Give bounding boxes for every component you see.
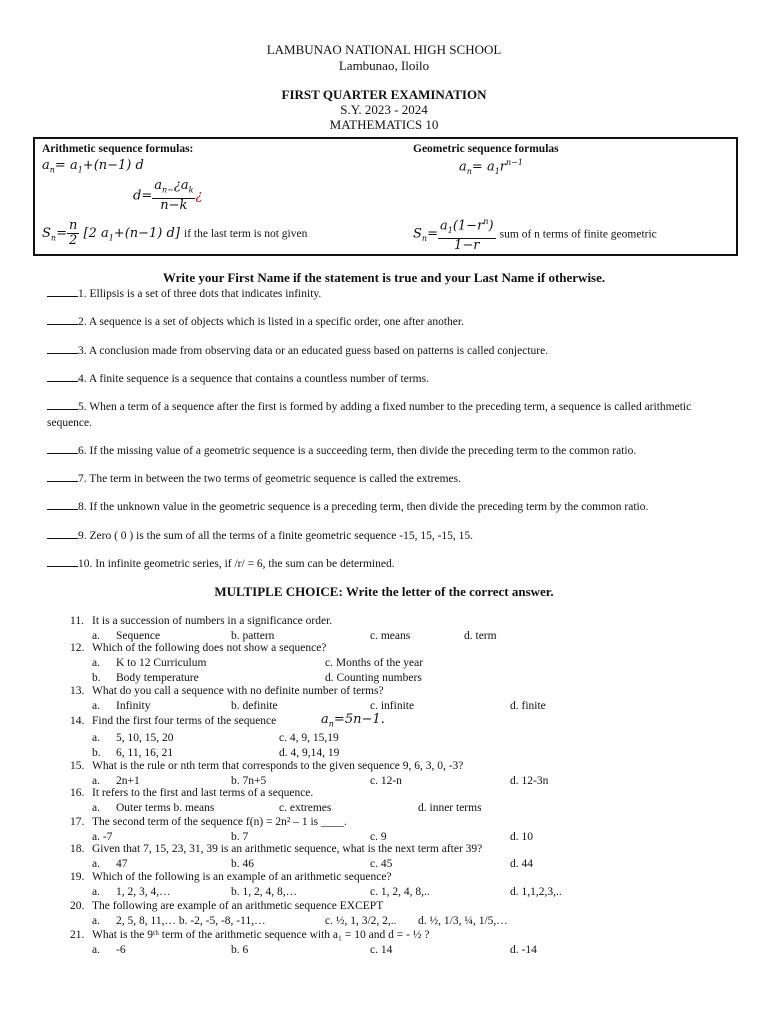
tf-item: [47, 556, 727, 572]
answer-option: d. -14: [510, 944, 537, 956]
answer-blank[interactable]: [47, 499, 78, 510]
question-number: 19.: [70, 871, 85, 883]
answer-option: b. 46: [231, 858, 254, 870]
answer-option: d. 4, 9,14, 19: [279, 747, 340, 759]
question-text: Given that 7, 15, 23, 31, 39 is an arithmetic sequence, what is the next term after 39?: [92, 843, 483, 855]
answer-option: a.: [92, 886, 100, 898]
answer-option: K to 12 Curriculum: [116, 657, 207, 669]
answer-option: b. 7n+5: [231, 775, 267, 787]
answer-option: a.: [92, 944, 100, 956]
formula-box: [33, 137, 738, 256]
question-text: The following are example of an arithmetic sequence EXCEPT: [92, 900, 384, 912]
answer-option: c. means: [370, 630, 411, 642]
tf-item-text: 4. A finite sequence is a sequence that contains a countless number of terms.: [78, 373, 429, 385]
geo-nth-term-formula: $a_n= a_1r^{n-1}$: [459, 158, 523, 176]
answer-option: Outer terms b. means: [116, 802, 215, 814]
answer-blank[interactable]: [47, 371, 78, 382]
question-number: 13.: [70, 685, 85, 697]
answer-option: d. ½, 1/3, ¼, 1/5,…: [418, 915, 508, 927]
answer-option: a.: [92, 802, 100, 814]
question-text: It is a succession of numbers in a significance order.: [92, 615, 333, 627]
answer-blank[interactable]: [47, 528, 78, 539]
answer-option: c. 12-n: [370, 775, 402, 787]
mc-instruction-text: : Write the letter of the correct answer.: [338, 584, 554, 599]
question-text: Find the first four terms of the sequence: [92, 715, 277, 727]
answer-option: d. 44: [510, 858, 533, 870]
geo-formula-title: Geometric sequence formulas: [413, 143, 559, 155]
tf-instruction: Write your First Name if the statement is true and your Last Name if otherwise.: [162, 270, 606, 285]
tf-item-text: 3. A conclusion made from observing data or an educated guess based on patterns is called conjecture.: [78, 345, 549, 357]
answer-option: b.: [92, 672, 101, 684]
answer-option: b. 1, 2, 4, 8,…: [231, 886, 298, 898]
answer-option: 1, 2, 3, 4,…: [116, 886, 171, 898]
answer-option: 5, 10, 15, 20: [116, 732, 174, 744]
tf-item-text: 9. Zero ( 0 ) is the sum of all the terms of a finite geometric sequence -15, 15, -15, 15.: [78, 530, 474, 542]
answer-option: c. 4, 9, 15,19: [279, 732, 339, 744]
answer-blank[interactable]: [47, 471, 78, 482]
subject: MATHEMATICS 10: [329, 117, 439, 132]
answer-option: d. inner terms: [418, 802, 482, 814]
arith-nth-term-formula: $a_n= a_1+(n-1)$ d: [42, 158, 144, 175]
answer-option: 47: [116, 858, 128, 870]
tf-item: [47, 443, 727, 459]
tf-item: [47, 499, 727, 515]
question-text: Which of the following is an example of an arithmetic sequence?: [92, 871, 392, 883]
question-text: The second term of the sequence f(n) = 2n² – 1 is ____.: [92, 816, 347, 828]
tf-item-text: 10. In infinite geometric series, if /r/ = 6, the sum can be determined.: [78, 558, 395, 570]
answer-option: 6, 11, 16, 21: [116, 747, 174, 759]
tf-item: [47, 399, 727, 431]
question-text: What is the 9ᵗʰ term of the arithmetic sequence with a₁ = 10 and d = - ½ ?: [92, 929, 430, 941]
answer-option: a.: [92, 657, 100, 669]
question-number: 21.: [70, 929, 85, 941]
question-number: 14.: [70, 715, 85, 727]
tf-item: [47, 528, 727, 544]
tf-item: [47, 343, 727, 359]
tf-item: [47, 314, 727, 330]
answer-blank[interactable]: [47, 399, 78, 410]
question-text: What is the rule or nth term that corresponds to the given sequence 9, 6, 3, 0, -3?: [92, 760, 464, 772]
answer-option: c. 14: [370, 944, 393, 956]
mc-instruction-label: MULTIPLE CHOICE: [214, 584, 339, 599]
answer-option: a.: [92, 700, 100, 712]
arith-sum-note: if the last term is not given: [184, 228, 308, 240]
common-difference-formula: d= $\frac{a_{n-}¿a_k}{n-k}$ ¿: [133, 178, 203, 213]
answer-blank[interactable]: [47, 286, 78, 297]
answer-option: Infinity: [116, 700, 151, 712]
tf-item-text: 2. A sequence is a set of objects which is listed in a specific order, one after another.: [78, 316, 464, 328]
question-text: What do you call a sequence with no definite number of terms?: [92, 685, 384, 697]
tf-item-text: 6. If the missing value of a geometric sequence is a succeeding term, then divide the preceding term to the common ratio.: [78, 445, 637, 457]
answer-option: a.: [92, 858, 100, 870]
question-number: 16.: [70, 787, 85, 799]
geo-sum-formula: $S_n=$ $\frac{a_1(1-r^n)}{1-r}$ sum of n terms of finite geometric: [413, 217, 657, 253]
answer-option: d. Counting numbers: [325, 672, 422, 684]
arith-sum-formula: $S_n=$ $\frac{n}{2}$ [2 $a_1+(n-1)$ d] if the last term is not given: [42, 218, 308, 248]
exam-title: FIRST QUARTER EXAMINATION: [281, 87, 487, 102]
question-number: 11.: [70, 615, 84, 627]
answer-option: 2, 5, 8, 11,… b. -2, -5, -8, -11,…: [116, 915, 266, 927]
sequence-formula: $a_n=5n-1$.: [321, 712, 385, 729]
tf-item: [47, 286, 727, 302]
answer-option: d. 12-3n: [510, 775, 549, 787]
answer-option: a.: [92, 915, 100, 927]
mc-instruction: [0, 584, 768, 600]
tf-item: [47, 371, 727, 387]
answer-option: a.: [92, 732, 100, 744]
answer-option: d. term: [464, 630, 497, 642]
question-number: 12.: [70, 642, 85, 654]
answer-option: d. 10: [510, 831, 533, 843]
geo-sum-note: sum of n terms of finite geometric: [499, 228, 657, 241]
answer-blank[interactable]: [47, 314, 78, 325]
tf-item-text: 5. When a term of a sequence after the first is formed by adding a fixed number to the preceding term, a sequence is called arithmetic sequence.: [47, 401, 692, 429]
answer-option: a.: [92, 775, 100, 787]
answer-option: 2n+1: [116, 775, 140, 787]
answer-option: Sequence: [116, 630, 161, 642]
tf-item-text: 1. Ellipsis is a set of three dots that indicates infinity.: [78, 288, 322, 300]
answer-option: c. 45: [370, 858, 393, 870]
school-name: LAMBUNAO NATIONAL HIGH SCHOOL: [266, 42, 502, 57]
answer-blank[interactable]: [47, 443, 78, 454]
answer-option: c. ½, 1, 3/2, 2,..: [325, 915, 397, 927]
answer-option: c. 1, 2, 4, 8,..: [370, 886, 430, 898]
answer-option: c. infinite: [370, 700, 415, 712]
question-number: 18.: [70, 843, 85, 855]
answer-option: b. pattern: [231, 630, 275, 642]
tf-item-text: 7. The term in between the two terms of geometric sequence is called the extremes.: [78, 473, 461, 485]
arith-formula-title: Arithmetic sequence formulas:: [42, 143, 194, 155]
answer-option: b.: [92, 747, 101, 759]
answer-option: b. 7: [231, 831, 249, 843]
school-location: Lambunao, Iloilo: [338, 58, 430, 73]
tf-item-text: 8. If the unknown value in the geometric sequence is a preceding term, then divide the preceding term by the common ratio.: [78, 501, 649, 513]
answer-option: a. -7: [92, 831, 113, 843]
answer-option: b. 6: [231, 944, 249, 956]
question-number: 17.: [70, 816, 85, 828]
answer-option: c. 9: [370, 831, 387, 843]
question-number: 15.: [70, 760, 85, 772]
answer-option: d. finite: [510, 700, 546, 712]
school-year: S.Y. 2023 - 2024: [340, 102, 428, 117]
answer-option: a.: [92, 630, 100, 642]
answer-option: d. 1,1,2,3,..: [510, 886, 562, 898]
answer-option: c. Months of the year: [325, 657, 424, 669]
question-text: Which of the following does not show a sequence?: [92, 642, 327, 654]
question-text: It refers to the first and last terms of a sequence.: [92, 787, 314, 799]
question-number: 20.: [70, 900, 85, 912]
tf-item: [47, 471, 727, 487]
answer-option: c. extremes: [279, 802, 332, 814]
answer-blank[interactable]: [47, 343, 78, 354]
answer-option: Body temperature: [116, 672, 199, 684]
answer-blank[interactable]: [47, 556, 78, 567]
answer-option: -6: [116, 944, 126, 956]
answer-option: b. definite: [231, 700, 278, 712]
